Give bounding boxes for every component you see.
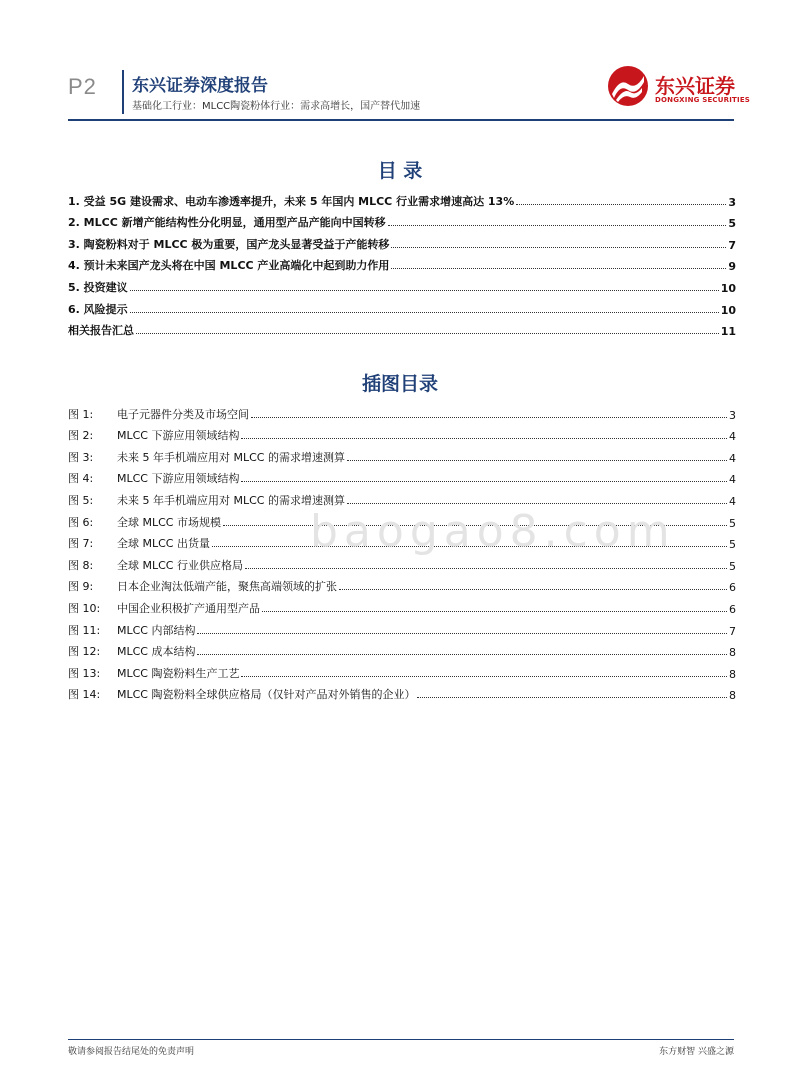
watermark: baogao8.com (310, 506, 676, 557)
toc-entry-page: 9 (728, 260, 736, 274)
toc-leader-dots (388, 225, 727, 226)
toc-leader-dots (245, 568, 727, 569)
figure-entry[interactable] (68, 659, 736, 681)
figure-entry[interactable] (68, 638, 736, 660)
figure-entry[interactable] (68, 486, 736, 508)
figure-entry-label: 全球 MLCC 出货量 (117, 537, 210, 551)
figure-number: 图 10: (68, 601, 101, 615)
figure-entry[interactable] (68, 422, 736, 444)
figure-entry-page: 4 (729, 430, 736, 444)
footer-rule (68, 1039, 734, 1040)
header-rule (68, 119, 734, 121)
figure-number: 图 6: (68, 515, 94, 529)
toc-entry-label: 5. 投资建议 (68, 280, 128, 294)
toc-entry-page: 3 (728, 195, 736, 209)
toc-leader-dots (197, 654, 727, 655)
toc-entry-page: 5 (728, 217, 736, 231)
figure-entry-label: 全球 MLCC 行业供应格局 (117, 558, 243, 572)
toc-entry[interactable] (68, 252, 736, 274)
figure-number: 图 5: (68, 493, 94, 507)
figure-entry-page: 7 (729, 624, 736, 638)
company-logo (606, 64, 751, 114)
toc-leader-dots (516, 204, 726, 205)
figures-title: 插图目录 (361, 373, 438, 395)
toc-entry-page: 7 (728, 238, 736, 252)
figure-number: 图 4: (68, 472, 94, 486)
figure-number: 图 13: (68, 666, 101, 680)
toc-title: 目 录 (377, 160, 423, 182)
figure-entry-page: 8 (729, 689, 736, 703)
figure-entry-text (68, 492, 345, 508)
toc-leader-dots (339, 589, 727, 590)
figure-entry-label: 未来 5 年手机端应用对 MLCC 的需求增速测算 (117, 450, 345, 464)
toc-entry-page: 10 (720, 281, 736, 295)
figure-entry-label: 电子元器件分类及市场空间 (117, 407, 249, 421)
figure-entry-text (68, 427, 239, 443)
figure-entry[interactable] (68, 616, 736, 638)
toc-entry-label: 相关报告汇总 (68, 324, 134, 338)
report-subtitle: 基础化工行业：MLCC陶瓷粉体行业：需求高增长，国产替代加速 (132, 101, 421, 112)
toc-leader-dots (197, 633, 727, 634)
figure-entry-text (68, 578, 337, 594)
figure-entry-text (68, 514, 221, 530)
toc-entry[interactable] (68, 317, 736, 339)
toc-leader-dots (262, 611, 727, 612)
toc-list (68, 187, 736, 338)
figure-entry-label: 日本企业淘汰低端产能，聚焦高端领域的扩张 (117, 580, 337, 594)
figure-entry-text (68, 643, 195, 659)
logo-chinese-name: 东兴证券 (655, 74, 735, 98)
figure-entry-text (68, 686, 415, 702)
figure-entry-page: 8 (729, 667, 736, 681)
figure-entry-text (68, 406, 249, 422)
toc-leader-dots (241, 438, 727, 439)
figure-number: 图 12: (68, 645, 101, 659)
figure-number: 图 1: (68, 407, 94, 421)
toc-leader-dots (347, 460, 727, 461)
toc-entry-label: 1. 受益 5G 建设需求、电动车渗透率提升，未来 5 年国内 MLCC 行业需求增速高达 13% (68, 194, 515, 208)
footer-slogan: 东方财智 兴盛之源 (659, 1047, 734, 1057)
figure-entry[interactable] (68, 594, 736, 616)
toc-entry-page: 10 (720, 303, 736, 317)
figure-number: 图 11: (68, 623, 101, 637)
figure-entry-label: MLCC 下游应用领域结构 (117, 472, 240, 486)
toc-entry-label: 4. 预计未来国产龙头将在中国 MLCC 产业高端化中起到助力作用 (68, 259, 390, 273)
figure-entry-label: 中国企业积极扩产通用型产品 (117, 601, 260, 615)
figure-entry-text (68, 557, 243, 573)
figure-entry-label: MLCC 成本结构 (117, 645, 196, 659)
figure-number: 图 7: (68, 537, 94, 551)
figure-entry-text (68, 470, 239, 486)
toc-leader-dots (130, 312, 719, 313)
figure-entry[interactable] (68, 443, 736, 465)
figure-entry-page: 6 (729, 602, 736, 616)
toc-entry-page: 11 (720, 325, 736, 339)
figure-entry-text (68, 535, 210, 551)
figure-entry[interactable] (68, 465, 736, 487)
figure-entry-page: 5 (729, 538, 736, 552)
header-divider (122, 70, 124, 114)
figure-entry[interactable] (68, 400, 736, 422)
figure-entry-page: 6 (729, 581, 736, 595)
toc-leader-dots (130, 290, 719, 291)
figure-entry[interactable] (68, 681, 736, 703)
toc-leader-dots (391, 247, 726, 248)
figure-number: 图 3: (68, 450, 94, 464)
report-title: 东兴证券深度报告 (132, 76, 268, 96)
toc-entry[interactable] (68, 273, 736, 295)
figure-entry-page: 5 (729, 516, 736, 530)
figure-entry-label: MLCC 陶瓷粉料全球供应格局（仅针对产品对外销售的企业） (117, 688, 416, 702)
figure-entry-page: 3 (729, 408, 736, 422)
figure-entry[interactable] (68, 573, 736, 595)
toc-leader-dots (136, 333, 719, 334)
toc-leader-dots (347, 503, 727, 504)
page-number: P2 (68, 74, 97, 99)
figure-entry-page: 4 (729, 473, 736, 487)
toc-leader-dots (417, 697, 727, 698)
figure-entry-text (68, 622, 195, 638)
figure-entry-text (68, 665, 239, 681)
figure-entry-label: MLCC 陶瓷粉料生产工艺 (117, 666, 240, 680)
figure-entry-label: MLCC 内部结构 (117, 623, 196, 637)
toc-entry-label: 3. 陶瓷粉料对于 MLCC 极为重要，国产龙头显著受益于产能转移 (68, 237, 390, 251)
toc-leader-dots (241, 481, 727, 482)
logo-english-name: DONGXING SECURITIES (655, 96, 751, 104)
figure-number: 图 8: (68, 558, 94, 572)
footer-disclaimer: 敬请参阅报告结尾处的免责声明 (68, 1047, 195, 1057)
figure-entry-page: 4 (729, 494, 736, 508)
toc-entry-label: 2. MLCC 新增产能结构性分化明显，通用型产品产能向中国转移 (68, 216, 386, 230)
toc-entry[interactable] (68, 209, 736, 231)
figure-entry-label: 未来 5 年手机端应用对 MLCC 的需求增速测算 (117, 493, 345, 507)
page-header (0, 0, 800, 126)
figure-entry-text (68, 600, 260, 616)
figure-entry-page: 4 (729, 451, 736, 465)
toc-entry[interactable] (68, 230, 736, 252)
toc-leader-dots (391, 268, 726, 269)
figure-entry-page: 5 (729, 559, 736, 573)
toc-entry[interactable] (68, 187, 736, 209)
toc-entry[interactable] (68, 295, 736, 317)
logo-mark-icon (606, 64, 650, 108)
toc-leader-dots (241, 676, 727, 677)
toc-entry-label: 6. 风险提示 (68, 302, 128, 316)
figure-entry-text (68, 449, 345, 465)
figure-number: 图 14: (68, 688, 101, 702)
toc-leader-dots (251, 417, 727, 418)
figure-entry-label: 全球 MLCC 市场规模 (117, 515, 221, 529)
figure-entry-label: MLCC 下游应用领域结构 (117, 429, 240, 443)
figure-number: 图 9: (68, 580, 94, 594)
figure-entry-page: 8 (729, 646, 736, 660)
figure-number: 图 2: (68, 429, 94, 443)
